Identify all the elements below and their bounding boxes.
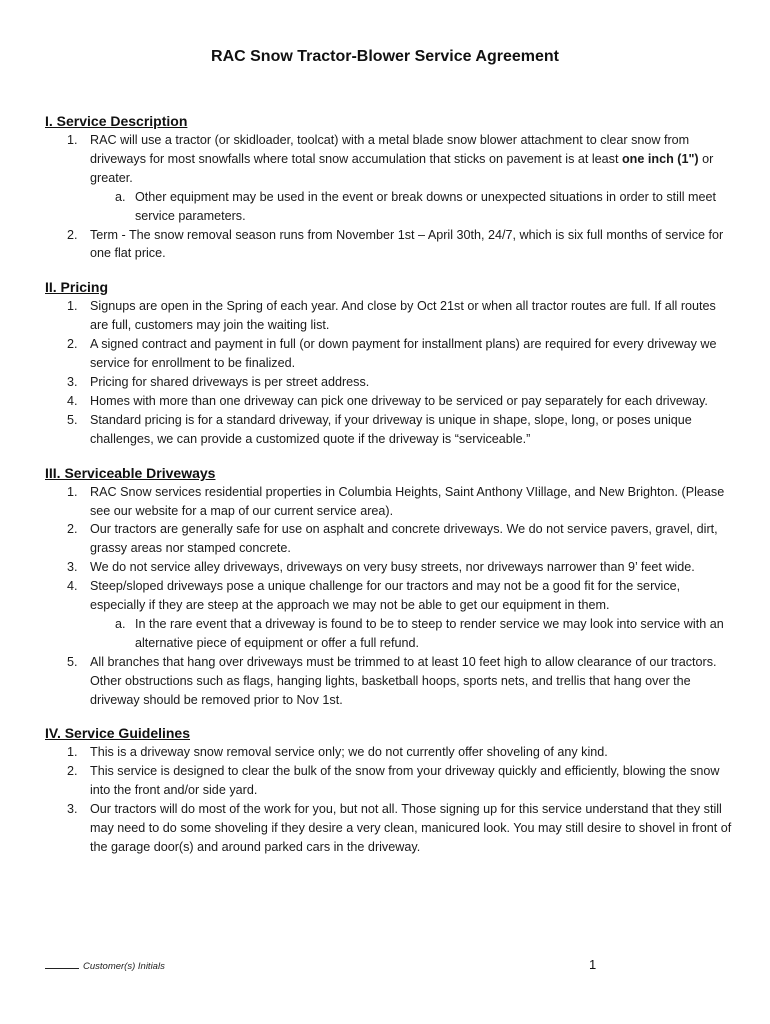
section-service-description xyxy=(45,111,735,263)
list-item xyxy=(45,762,735,800)
item-number: 3. xyxy=(67,560,78,575)
item-number: 1. xyxy=(67,745,78,760)
item-text: RAC will use a tractor (or skidloader, toolcat) with a metal blade snow blower attachment to clear snow from driveways for most snowfalls where total snow accumulation that sticks on pavement is at least xyxy=(90,133,690,166)
page-number: 1 xyxy=(589,957,597,972)
item-number: 2. xyxy=(67,522,78,537)
list-item xyxy=(45,297,735,335)
item-number: 4. xyxy=(67,393,78,408)
list-item xyxy=(45,577,735,653)
initials-blank-line xyxy=(45,968,79,969)
item-bold-text: one inch (1") xyxy=(621,151,699,166)
section-service-guidelines xyxy=(45,723,735,856)
section-heading: II. Pricing xyxy=(45,279,109,296)
list-item xyxy=(45,653,735,710)
item-text-after: or greater. xyxy=(90,151,714,185)
list-item xyxy=(45,226,735,264)
sub-item-text: In the rare event that a driveway is found to be to steep to render service we may look into service with an alternative piece of equipment or offer a full refund. xyxy=(135,616,724,650)
list-item xyxy=(45,743,735,762)
item-number: 2. xyxy=(67,227,78,242)
section-heading: III. Serviceable Driveways xyxy=(45,464,216,481)
item-text: Term - The snow removal season runs from November 1st – April 30th, 24/7, which is six full months of service for one flat price. xyxy=(90,227,724,261)
item-text: Homes with more than one driveway can pick one driveway to be serviced or pay separately for each driveway. xyxy=(90,393,708,408)
document-body xyxy=(45,111,735,871)
list-item xyxy=(45,392,735,411)
list-item xyxy=(45,558,735,577)
list-item xyxy=(45,131,735,226)
sub-item-letter: a. xyxy=(115,189,126,204)
list-item xyxy=(45,483,735,521)
section-serviceable-driveways xyxy=(45,463,735,710)
item-number: 5. xyxy=(67,654,78,669)
document-title: RAC Snow Tractor-Blower Service Agreement xyxy=(211,48,559,65)
list-item xyxy=(45,335,735,373)
item-number: 4. xyxy=(67,579,78,594)
item-number: 2. xyxy=(67,337,78,352)
item-number: 1. xyxy=(67,299,78,314)
list-item xyxy=(45,411,735,449)
sub-list-item xyxy=(90,188,735,226)
item-text: Our tractors will do most of the work for you, but not all. Those signing up for this service understand that they still may need to do some shoveling if they desire a very clean, manicured look. You may still desire to shovel in front of the garage door(s) and around parked cars in the driveway. xyxy=(90,802,732,854)
item-text: Pricing for shared driveways is per street address. xyxy=(90,374,370,389)
sub-list-item xyxy=(90,615,735,653)
item-number: 3. xyxy=(67,374,78,389)
item-number: 1. xyxy=(67,133,78,147)
initials-field xyxy=(45,961,165,972)
item-text: We do not service alley driveways, driveways on very busy streets, nor driveways narrower than 9’ feet wide. xyxy=(90,560,695,575)
sub-item-text: Other equipment may be used in the event or break downs or unexpected situations in order to still meet service parameters. xyxy=(135,189,717,223)
item-text: Signups are open in the Spring of each year. And close by Oct 21st or when all tractor routes are full. If all routes are full, customers may join the waiting list. xyxy=(90,299,716,333)
section-pricing xyxy=(45,277,735,448)
section-heading: IV. Service Guidelines xyxy=(45,725,191,742)
item-number: 1. xyxy=(67,484,78,499)
item-text: Standard pricing is for a standard driveway, if your driveway is unique in shape, slope, long, or poses unique challenges, we can provide a customized quote if the driveway is “serviceable.” xyxy=(90,412,692,446)
item-text: Steep/sloped driveways pose a unique challenge for our tractors and may not be a good fit for the service, especially if they are steep at the approach we may not be able to get our equipment in them. xyxy=(90,579,681,613)
sub-item-letter: a. xyxy=(115,616,126,631)
item-number: 5. xyxy=(67,412,78,427)
item-text: Our tractors are generally safe for use on asphalt and concrete driveways. We do not service pavers, gravel, dirt, grassy areas nor stamped concrete. xyxy=(90,522,718,556)
item-text: This is a driveway snow removal service only; we do not currently offer shoveling of any kind. xyxy=(90,745,608,760)
section-heading: I. Service Description xyxy=(45,113,188,129)
initials-label: Customer(s) Initials xyxy=(83,961,165,972)
list-item xyxy=(45,520,735,558)
item-text: All branches that hang over driveways must be trimmed to at least 10 feet high to allow clearance of our tractors. Other obstructions such as flags, hanging lights, basketball hoops, sports nets, and trellis that hang over the driveway should be removed prior to Nov 1st. xyxy=(90,654,717,707)
list-item xyxy=(45,800,735,857)
item-number: 3. xyxy=(67,802,78,817)
list-item xyxy=(45,373,735,392)
item-text: RAC Snow services residential properties in Columbia Heights, Saint Anthony VIillage, and New Brighton. (Please see our website for a map of our current service area). xyxy=(90,484,725,518)
item-text: This service is designed to clear the bulk of the snow from your driveway quickly and efficiently, blowing the snow into the front and/or side yard. xyxy=(90,764,720,798)
item-number: 2. xyxy=(67,764,78,779)
item-text: A signed contract and payment in full (or down payment for installment plans) are required for every driveway we service for enrollment to be finalized. xyxy=(90,337,717,371)
